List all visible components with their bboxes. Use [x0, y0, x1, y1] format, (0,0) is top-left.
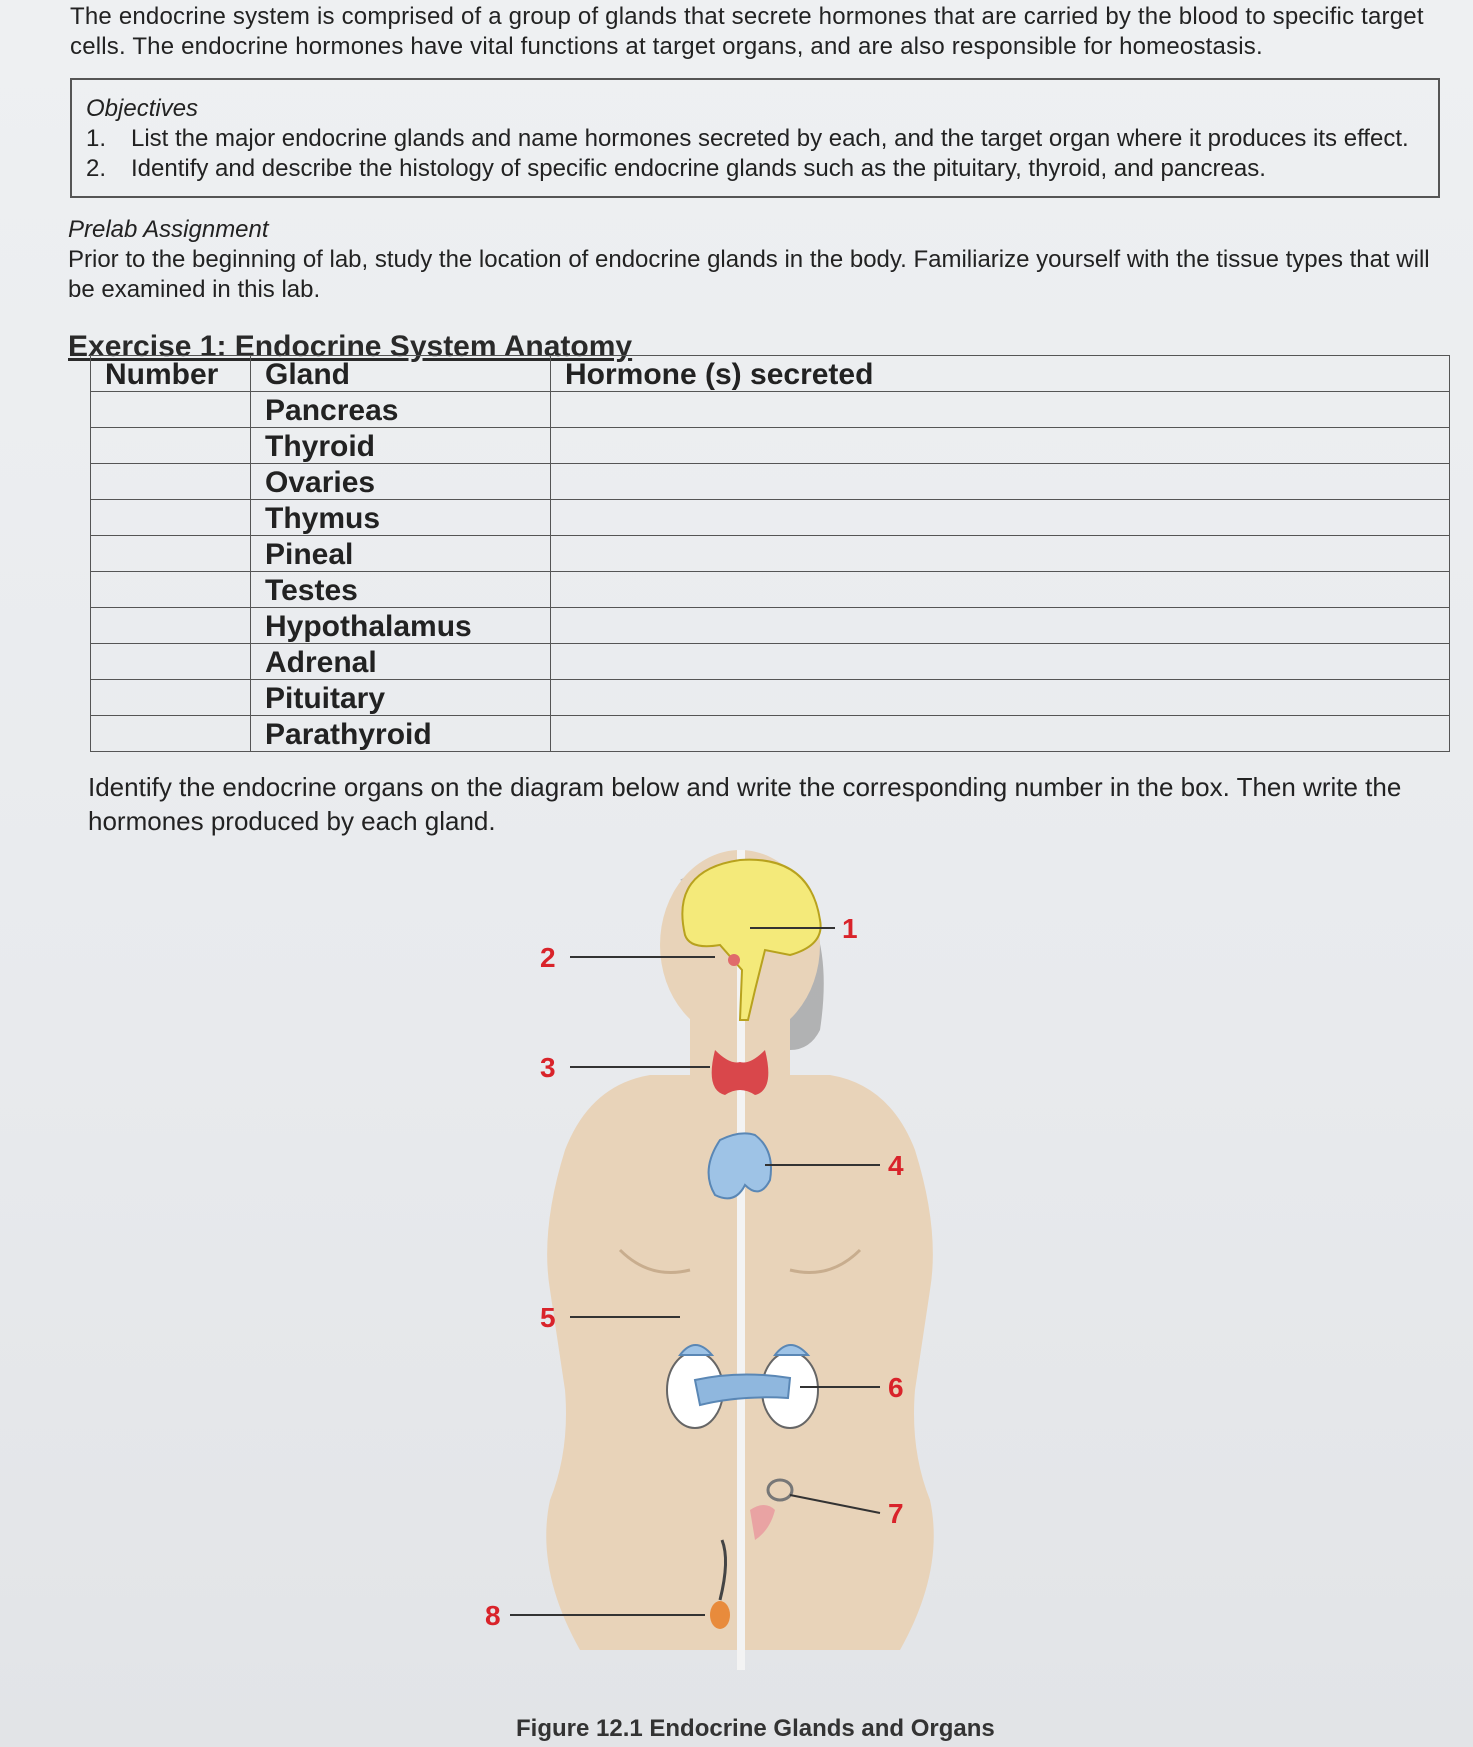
header-gland: Gland: [251, 356, 551, 392]
table-row: [91, 428, 1450, 464]
gland-cell: Testes: [251, 572, 551, 608]
number-cell[interactable]: [91, 500, 251, 536]
exercise-title: Exercise 1: Endocrine System Anatomy: [68, 330, 633, 363]
objective-text: Identify and describe the histology of specific endocrine glands such as the pituitary, thyroid, and pancreas.: [131, 155, 1266, 182]
objective-number: 1.: [86, 125, 107, 152]
table-row: [91, 680, 1450, 716]
intro-paragraph: The endocrine system is comprised of a group of glands that secrete hormones that are carried by the blood to specific target cells. The endocrine hormones have vital functions at target organs, and are also responsible for homeostasis.: [70, 3, 1424, 60]
header-hormones: Hormone (s) secreted: [551, 356, 1450, 392]
number-cell[interactable]: [91, 392, 251, 428]
gland-cell: Thyroid: [251, 428, 551, 464]
pituitary-dot: [728, 954, 740, 966]
number-cell[interactable]: [91, 572, 251, 608]
number-cell[interactable]: [91, 608, 251, 644]
objective-text: List the major endocrine glands and name hormones secreted by each, and the target organ where it produces its effect.: [131, 125, 1409, 152]
objectives-box: [70, 78, 1440, 198]
label-3: 3: [540, 1052, 556, 1083]
hormone-cell[interactable]: [551, 572, 1450, 608]
hormone-cell[interactable]: [551, 716, 1450, 752]
hormone-cell[interactable]: [551, 680, 1450, 716]
table-row: [91, 644, 1450, 680]
hormone-cell[interactable]: [551, 392, 1450, 428]
label-4: 4: [888, 1150, 904, 1181]
hormone-cell[interactable]: [551, 464, 1450, 500]
instructions-text: Identify the endocrine organs on the diagram below and write the corresponding number in the box. Then write the hormones produced by each gland.: [88, 772, 1402, 836]
table-row: [91, 716, 1450, 752]
label-1: 1: [842, 913, 858, 944]
table-row: [91, 572, 1450, 608]
number-cell[interactable]: [91, 644, 251, 680]
prelab-section: [68, 215, 1448, 305]
label-5: 5: [540, 1302, 556, 1333]
gland-cell: Pituitary: [251, 680, 551, 716]
table-row: [91, 608, 1450, 644]
table-row: [91, 536, 1450, 572]
label-8: 8: [485, 1600, 501, 1631]
gland-table: [90, 355, 1450, 752]
objective-item: [86, 124, 1424, 154]
label-6: 6: [888, 1372, 904, 1403]
header-number: Number: [91, 356, 251, 392]
number-cell[interactable]: [91, 536, 251, 572]
table-row: [91, 392, 1450, 428]
gland-cell: Pancreas: [251, 392, 551, 428]
objectives-title: Objectives: [86, 95, 199, 122]
gland-cell: Pineal: [251, 536, 551, 572]
number-cell[interactable]: [91, 464, 251, 500]
prelab-title: Prelab Assignment: [68, 216, 269, 243]
table-row: [91, 500, 1450, 536]
hormone-cell[interactable]: [551, 536, 1450, 572]
objective-number: 2.: [86, 155, 107, 182]
prelab-text: Prior to the beginning of lab, study the location of endocrine glands in the body. Familiarize yourself with the tissue types that will be examined in this lab.: [68, 246, 1430, 303]
gland-cell: Adrenal: [251, 644, 551, 680]
hormone-cell[interactable]: [551, 608, 1450, 644]
hormone-cell[interactable]: [551, 644, 1450, 680]
endocrine-diagram: [485, 850, 1010, 1690]
table-header-row: [91, 356, 1450, 392]
hormone-cell[interactable]: [551, 500, 1450, 536]
thymus-shape: [709, 1133, 771, 1198]
figure-caption: Figure 12.1 Endocrine Glands and Organs: [516, 1715, 995, 1742]
gland-cell: Ovaries: [251, 464, 551, 500]
gland-cell: Parathyroid: [251, 716, 551, 752]
gland-cell: Hypothalamus: [251, 608, 551, 644]
number-cell[interactable]: [91, 716, 251, 752]
gland-cell: Thymus: [251, 500, 551, 536]
objective-item: [86, 154, 1424, 184]
hormone-cell[interactable]: [551, 428, 1450, 464]
label-2: 2: [540, 942, 556, 973]
testis-shape: [710, 1601, 730, 1629]
label-7: 7: [888, 1498, 904, 1529]
number-cell[interactable]: [91, 428, 251, 464]
table-row: [91, 464, 1450, 500]
number-cell[interactable]: [91, 680, 251, 716]
